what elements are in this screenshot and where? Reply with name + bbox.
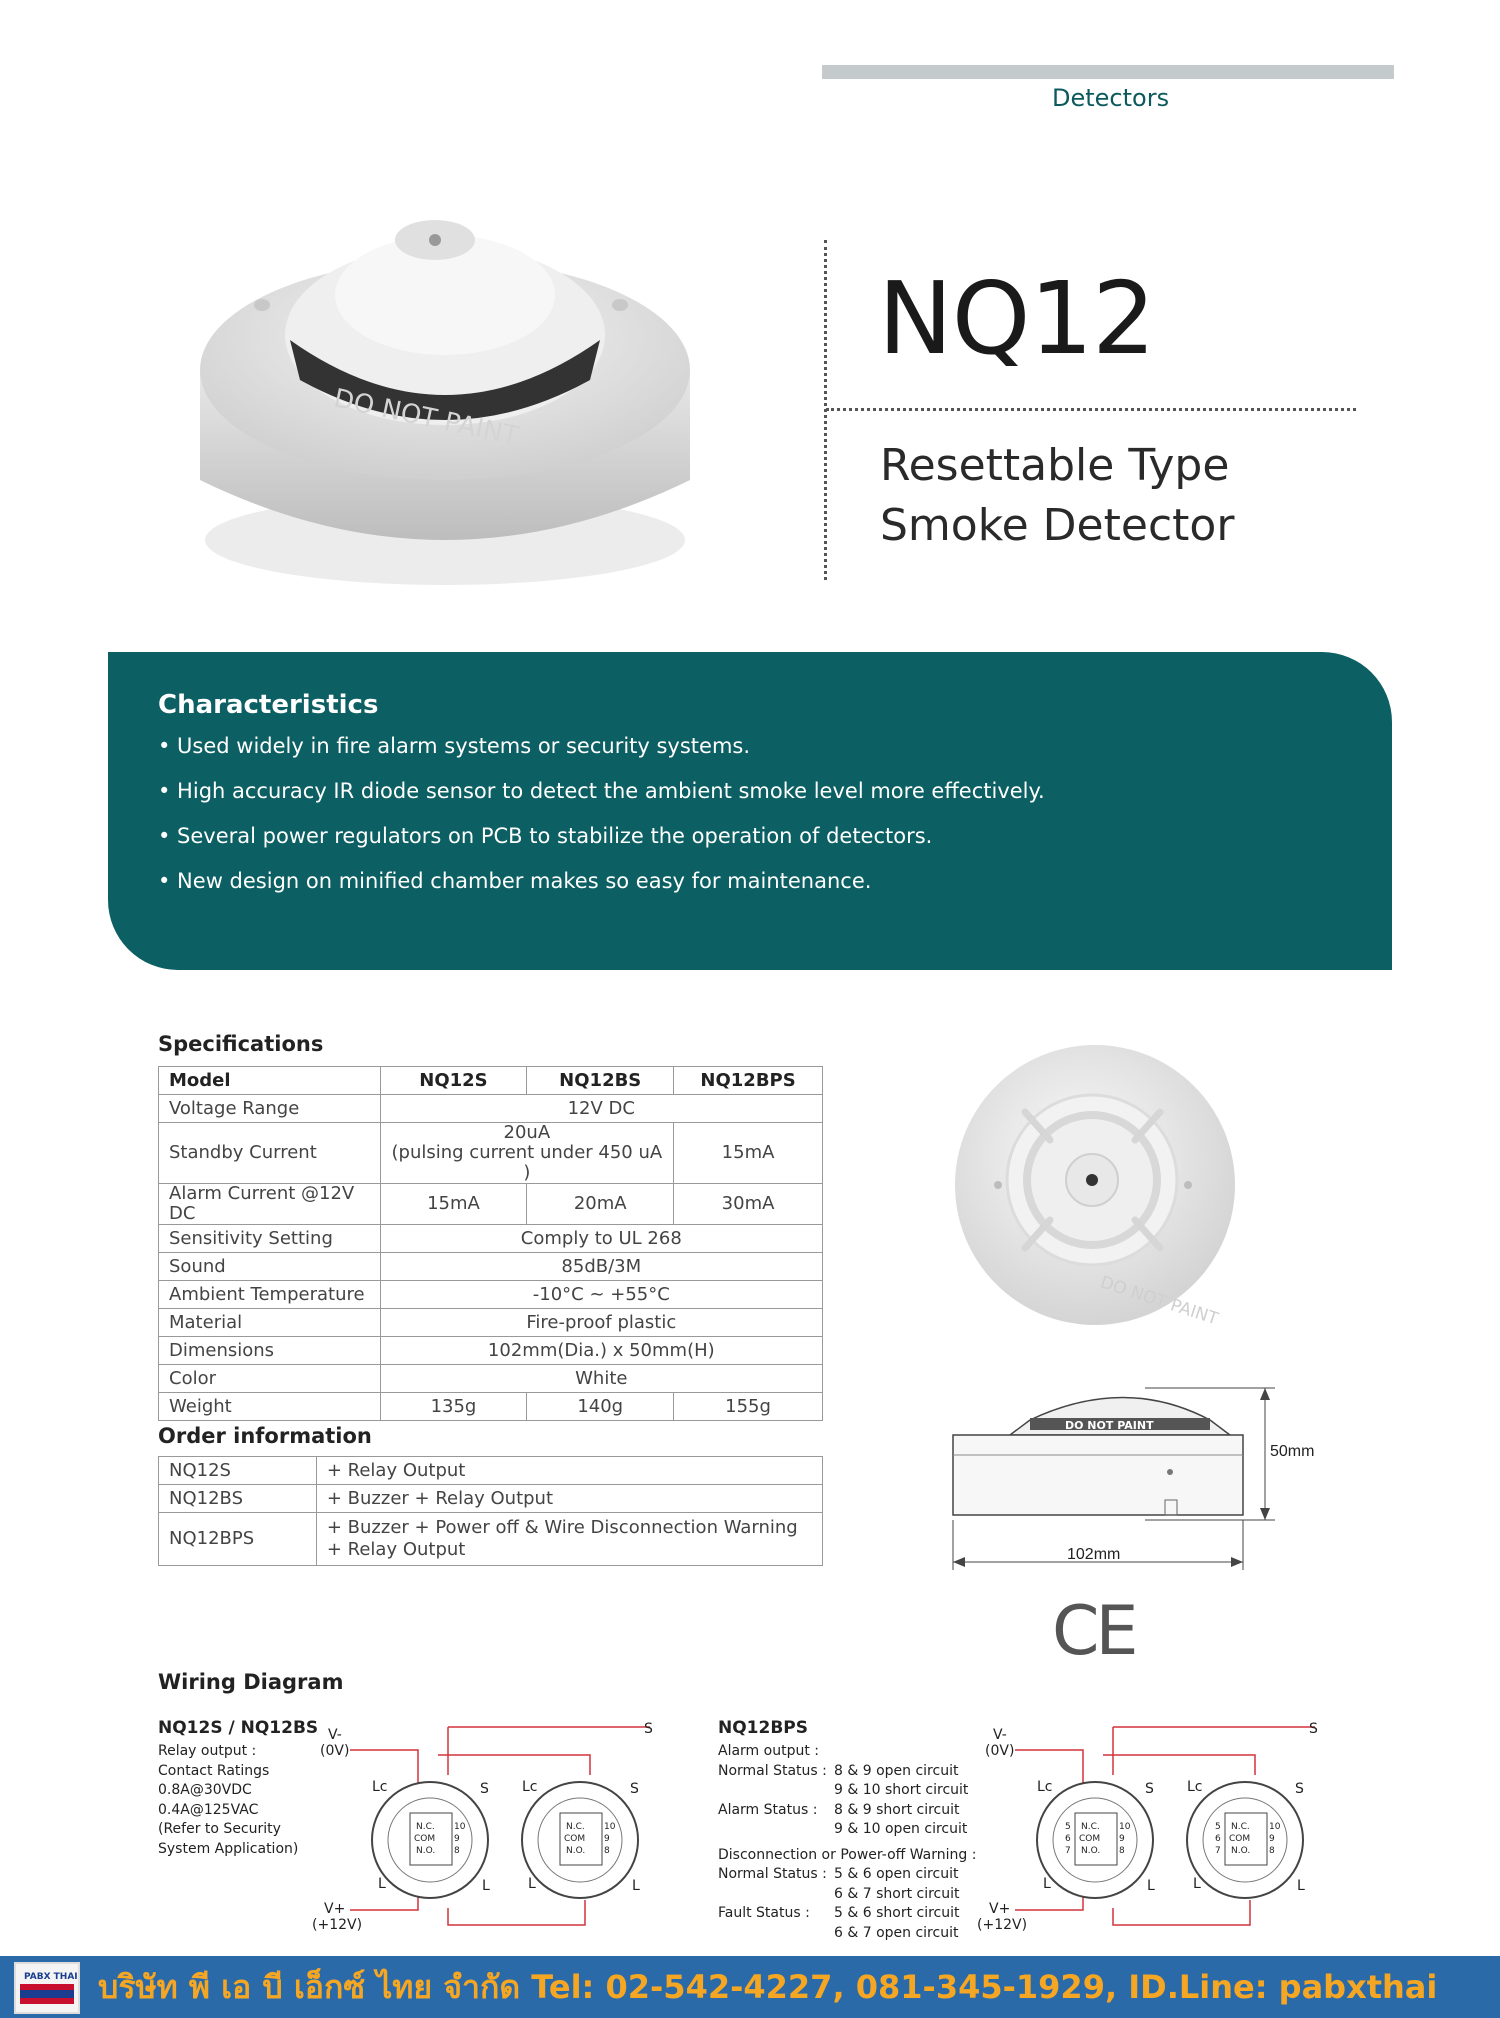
footer-contact: บริษัท พี เอ บี เอ็กซ์ ไทย จำกัด Tel: 02-542-4227, 081-345-1929, ID.Line: pabxthai	[98, 1968, 1438, 2006]
wiring-schematic-left	[310, 1715, 660, 1940]
note-line: Relay output :	[158, 1743, 257, 1759]
label-l: L	[1297, 1878, 1305, 1894]
label-com: COM	[1229, 1834, 1251, 1844]
note-line	[718, 1801, 976, 1821]
row-label: Alarm Current @12V DC	[159, 1184, 381, 1225]
label-l: L	[1147, 1878, 1155, 1894]
row-label: Voltage Range	[159, 1095, 381, 1123]
label-s: S	[480, 1781, 489, 1797]
table-header-cell: NQ12BS	[527, 1067, 674, 1095]
note-value: 5 & 6 short circuit	[834, 1905, 960, 1921]
table-header-cell: NQ12BPS	[674, 1067, 823, 1095]
order-desc: + Relay Output	[316, 1457, 822, 1485]
label-com: COM	[414, 1834, 436, 1844]
note-label: Alarm Status :	[718, 1801, 818, 1818]
label-lc: Lc	[1037, 1779, 1053, 1795]
note-line: 0.4A@125VAC	[158, 1801, 259, 1818]
terminal-5: 5	[1065, 1822, 1071, 1832]
product-model: NQ12	[878, 260, 1155, 377]
terminal-8: 8	[454, 1846, 460, 1856]
table-row	[159, 1281, 823, 1309]
label-nc: N.C.	[416, 1822, 435, 1832]
table-row	[159, 1067, 823, 1095]
table-header-cell: NQ12S	[380, 1067, 527, 1095]
dimension-drawing	[945, 1380, 1365, 1580]
order-table	[158, 1456, 823, 1566]
label-s: S	[1295, 1781, 1304, 1797]
label-nc: N.C.	[566, 1822, 585, 1832]
note-line: 6 & 7 short circuit	[834, 1885, 960, 1902]
note-value: 8 & 9 open circuit	[834, 1762, 959, 1779]
table-cell: 20mA	[527, 1184, 674, 1225]
label-nc: N.C.	[1231, 1822, 1250, 1832]
label-lc: Lc	[1187, 1779, 1203, 1795]
order-model: NQ12BS	[159, 1485, 317, 1513]
specifications-table	[158, 1066, 823, 1421]
table-row	[159, 1095, 823, 1123]
list-item: • Used widely in fire alarm systems or security systems.	[158, 734, 751, 758]
table-cell: 155g	[674, 1393, 823, 1421]
order-model: NQ12S	[159, 1457, 317, 1485]
row-label: Sound	[159, 1253, 381, 1281]
list-item: • High accuracy IR diode sensor to detect the ambient smoke level more effectively.	[158, 779, 1045, 803]
characteristics-list	[158, 728, 1045, 908]
label-s: S	[1309, 1721, 1318, 1737]
table-cell: 15mA	[380, 1184, 527, 1225]
label-com: COM	[1079, 1834, 1101, 1844]
label-12v: (+12V)	[312, 1917, 363, 1933]
table-cell: 140g	[527, 1393, 674, 1421]
note-value: 8 & 9 short circuit	[834, 1801, 960, 1818]
terminal-8: 8	[1269, 1846, 1275, 1856]
company-logo	[14, 1962, 80, 2014]
terminal-9: 9	[1269, 1834, 1275, 1844]
header-bar	[822, 65, 1394, 79]
table-cell: 12V DC	[380, 1095, 822, 1123]
label-0v: (0V)	[985, 1743, 1015, 1759]
label-s: S	[630, 1781, 639, 1797]
label-no: N.O.	[1081, 1846, 1101, 1856]
order-desc: + Buzzer + Relay Output	[316, 1485, 822, 1513]
label-com: COM	[564, 1834, 586, 1844]
terminal-7: 7	[1215, 1846, 1221, 1856]
product-photo-top	[950, 1040, 1240, 1330]
terminal-6: 6	[1215, 1834, 1221, 1844]
terminal-8: 8	[1119, 1846, 1125, 1856]
subtitle-line-1: Resettable Type	[880, 440, 1230, 491]
list-item: • Several power regulators on PCB to stabilize the operation of detectors.	[158, 824, 933, 848]
note-line	[718, 1762, 976, 1782]
note-label: Normal Status :	[718, 1762, 827, 1779]
table-cell: Fire-proof plastic	[380, 1309, 822, 1337]
label-vplus: V+	[989, 1901, 1011, 1917]
label-vminus: V-	[993, 1727, 1007, 1743]
cell-line: + Relay Output	[326, 1539, 466, 1560]
table-cell: 102mm(Dia.) x 50mm(H)	[380, 1337, 822, 1365]
row-label: Dimensions	[159, 1337, 381, 1365]
cell-line: (pulsing current under 450 uA )	[391, 1142, 663, 1183]
note-line	[718, 1865, 976, 1885]
specifications-title: Specifications	[158, 1032, 324, 1056]
title-divider-horizontal	[826, 408, 1356, 411]
label-12v: (+12V)	[977, 1917, 1028, 1933]
label-0v: (0V)	[320, 1743, 350, 1759]
label-no: N.O.	[416, 1846, 436, 1856]
table-row	[159, 1225, 823, 1253]
table-row	[159, 1184, 823, 1225]
row-label: Sensitivity Setting	[159, 1225, 381, 1253]
terminal-10: 10	[1119, 1822, 1131, 1832]
wiring-left-title: NQ12S / NQ12BS	[158, 1718, 319, 1738]
note-line	[718, 1904, 976, 1924]
subtitle-line-2: Smoke Detector	[880, 500, 1235, 551]
table-cell	[380, 1123, 674, 1184]
label-lc: Lc	[522, 1779, 538, 1795]
table-cell: 30mA	[674, 1184, 823, 1225]
label-nc: N.C.	[1081, 1822, 1100, 1832]
wiring-right-title: NQ12BPS	[718, 1718, 808, 1738]
cell-line: + Buzzer + Power off & Wire Disconnection Warning	[326, 1517, 798, 1538]
note-line: System Application)	[158, 1840, 299, 1857]
terminal-9: 9	[1119, 1834, 1125, 1844]
table-header-cell: Model	[159, 1067, 381, 1095]
note-value: 5 & 6 open circuit	[834, 1866, 959, 1882]
label-l: L	[528, 1876, 536, 1892]
terminal-9: 9	[604, 1834, 610, 1844]
note-line: 0.8A@30VDC	[158, 1782, 252, 1798]
product-photo-side	[190, 200, 700, 600]
table-row	[159, 1337, 823, 1365]
label-vminus: V-	[328, 1727, 342, 1743]
row-label: Ambient Temperature	[159, 1281, 381, 1309]
label-l: L	[1193, 1876, 1201, 1892]
terminal-6: 6	[1065, 1834, 1071, 1844]
note-line: Disconnection or Power-off Warning :	[718, 1846, 977, 1863]
table-cell: 135g	[380, 1393, 527, 1421]
table-cell: 15mA	[674, 1123, 823, 1184]
label-l: L	[1043, 1876, 1051, 1892]
terminal-7: 7	[1065, 1846, 1071, 1856]
label-l: L	[482, 1878, 490, 1894]
terminal-10: 10	[604, 1822, 616, 1832]
section-label: Detectors	[1052, 84, 1170, 112]
order-title: Order information	[158, 1424, 372, 1448]
engraving-text: DO NOT PAINT	[1065, 1419, 1154, 1432]
wiring-schematic-right	[975, 1715, 1325, 1940]
label-s: S	[644, 1721, 653, 1737]
order-desc	[316, 1513, 822, 1566]
terminal-8: 8	[604, 1846, 610, 1856]
note-label: Normal Status :	[718, 1866, 827, 1882]
table-row	[159, 1457, 823, 1485]
note-line: Contact Ratings	[158, 1762, 270, 1779]
row-label: Weight	[159, 1393, 381, 1421]
dimension-height: 50mm	[1270, 1443, 1315, 1460]
label-s: S	[1145, 1781, 1154, 1797]
table-row	[159, 1485, 823, 1513]
table-row	[159, 1393, 823, 1421]
label-l: L	[632, 1878, 640, 1894]
logo-text: PABX THAI	[24, 1972, 78, 1982]
table-cell: Comply to UL 268	[380, 1225, 822, 1253]
wiring-right-notes	[718, 1742, 976, 1943]
note-line: (Refer to Security	[158, 1821, 281, 1837]
characteristics-title: Characteristics	[158, 690, 379, 720]
table-row	[159, 1309, 823, 1337]
table-row	[159, 1253, 823, 1281]
wiring-left-notes	[158, 1742, 298, 1859]
list-item: • New design on minified chamber makes so easy for maintenance.	[158, 869, 872, 893]
note-line: 6 & 7 open circuit	[834, 1924, 959, 1941]
cell-line: 20uA	[503, 1122, 551, 1143]
engraving-text: DO NOT PAINT	[1097, 1272, 1221, 1330]
wiring-title: Wiring Diagram	[158, 1670, 344, 1694]
table-row	[159, 1365, 823, 1393]
table-cell: -10°C ~ +55°C	[380, 1281, 822, 1309]
table-row	[159, 1123, 823, 1184]
note-label: Fault Status :	[718, 1905, 810, 1921]
table-cell: White	[380, 1365, 822, 1393]
engraving-text: DO NOT PAINT	[331, 383, 521, 452]
row-label: Material	[159, 1309, 381, 1337]
terminal-10: 10	[1269, 1822, 1281, 1832]
dimension-width: 102mm	[1067, 1546, 1121, 1563]
label-vplus: V+	[324, 1901, 346, 1917]
note-line: 9 & 10 short circuit	[834, 1782, 969, 1798]
label-lc: Lc	[372, 1779, 388, 1795]
terminal-10: 10	[454, 1822, 466, 1832]
row-label: Standby Current	[159, 1123, 381, 1184]
note-line: Alarm output :	[718, 1743, 819, 1759]
table-cell: 85dB/3M	[380, 1253, 822, 1281]
order-model: NQ12BPS	[159, 1513, 317, 1566]
terminal-5: 5	[1215, 1822, 1221, 1832]
label-l: L	[378, 1876, 386, 1892]
table-row	[159, 1513, 823, 1566]
label-no: N.O.	[1231, 1846, 1251, 1856]
label-no: N.O.	[566, 1846, 586, 1856]
terminal-9: 9	[454, 1834, 460, 1844]
row-label: Color	[159, 1365, 381, 1393]
note-line: 9 & 10 open circuit	[834, 1821, 968, 1837]
product-subtitle	[880, 436, 1234, 556]
ce-mark: CE	[1052, 1592, 1135, 1671]
